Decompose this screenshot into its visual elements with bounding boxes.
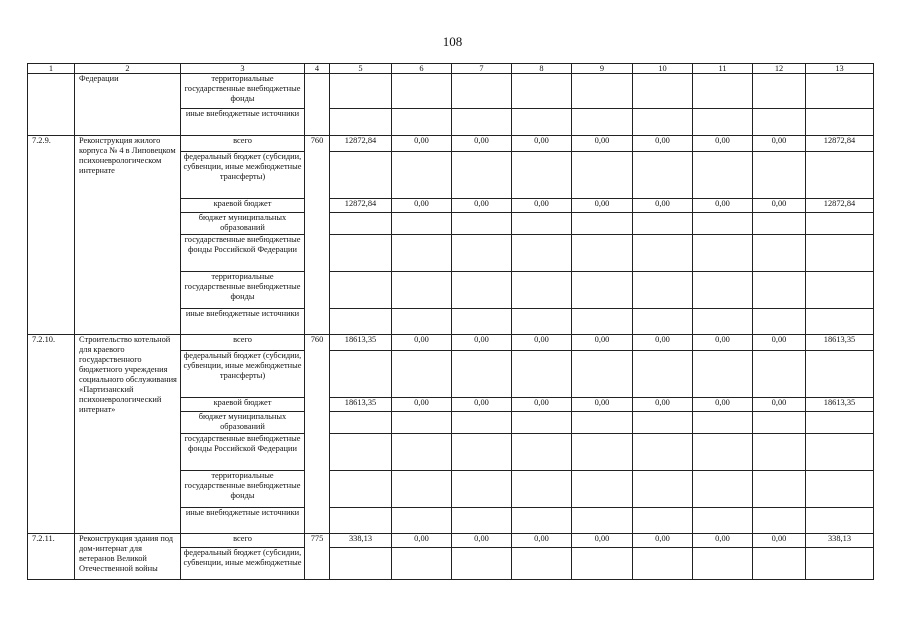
value-cell bbox=[452, 471, 512, 508]
value-cell bbox=[806, 434, 874, 471]
value-cell bbox=[806, 109, 874, 136]
value-cell bbox=[633, 109, 693, 136]
value-cell: 338,13 bbox=[806, 534, 874, 548]
value-cell: 0,00 bbox=[693, 534, 753, 548]
value-cell: 0,00 bbox=[392, 398, 452, 412]
value-cell bbox=[633, 213, 693, 235]
value-cell bbox=[633, 471, 693, 508]
value-cell bbox=[753, 508, 806, 534]
value-cell bbox=[512, 412, 572, 434]
value-cell bbox=[512, 152, 572, 199]
funding-source-cell: иные внебюджетные источники bbox=[181, 109, 305, 136]
value-cell bbox=[806, 235, 874, 272]
value-cell bbox=[452, 309, 512, 335]
value-cell bbox=[633, 548, 693, 580]
item-name-cell: Федерации bbox=[75, 74, 181, 136]
value-cell bbox=[572, 351, 633, 398]
value-cell: 0,00 bbox=[512, 335, 572, 351]
item-number-cell bbox=[28, 74, 75, 136]
value-cell bbox=[753, 548, 806, 580]
value-cell bbox=[806, 412, 874, 434]
value-cell: 0,00 bbox=[753, 398, 806, 412]
value-cell bbox=[452, 152, 512, 199]
value-cell bbox=[806, 74, 874, 109]
value-cell bbox=[330, 351, 392, 398]
funding-source-cell: государственные внебюджетные фонды Российской Федерации bbox=[181, 434, 305, 471]
value-cell bbox=[753, 412, 806, 434]
value-cell bbox=[572, 309, 633, 335]
value-cell bbox=[392, 272, 452, 309]
value-cell bbox=[753, 434, 806, 471]
value-cell bbox=[753, 272, 806, 309]
value-cell: 12872,84 bbox=[806, 136, 874, 152]
column-header: 11 bbox=[693, 64, 753, 74]
value-cell: 0,00 bbox=[512, 136, 572, 152]
value-cell: 0,00 bbox=[633, 136, 693, 152]
value-cell bbox=[572, 412, 633, 434]
value-cell bbox=[512, 74, 572, 109]
value-cell bbox=[392, 152, 452, 199]
value-cell bbox=[572, 471, 633, 508]
value-cell bbox=[693, 548, 753, 580]
value-cell: 12872,84 bbox=[330, 136, 392, 152]
value-cell bbox=[572, 74, 633, 109]
funding-source-cell: бюджет муниципальных образований bbox=[181, 412, 305, 434]
value-cell bbox=[330, 152, 392, 199]
value-cell: 12872,84 bbox=[330, 199, 392, 213]
value-cell bbox=[693, 152, 753, 199]
value-cell: 0,00 bbox=[452, 136, 512, 152]
value-cell: 0,00 bbox=[512, 534, 572, 548]
value-cell bbox=[512, 309, 572, 335]
item-name-cell: Реконструкция здания под дом-интернат для ветеранов Великой Отечественной войны bbox=[75, 534, 181, 580]
value-cell bbox=[806, 272, 874, 309]
value-cell bbox=[693, 412, 753, 434]
table-body bbox=[28, 64, 874, 580]
value-cell bbox=[392, 351, 452, 398]
value-cell bbox=[753, 213, 806, 235]
value-cell bbox=[753, 152, 806, 199]
value-cell bbox=[753, 235, 806, 272]
funding-source-cell: всего bbox=[181, 335, 305, 351]
funding-source-cell: бюджет муниципальных образований bbox=[181, 213, 305, 235]
value-cell bbox=[693, 471, 753, 508]
column-header: 7 bbox=[452, 64, 512, 74]
value-cell bbox=[512, 213, 572, 235]
value-cell bbox=[392, 309, 452, 335]
value-cell bbox=[512, 548, 572, 580]
value-cell bbox=[633, 235, 693, 272]
value-cell: 0,00 bbox=[572, 335, 633, 351]
value-cell bbox=[572, 548, 633, 580]
column-header: 9 bbox=[572, 64, 633, 74]
value-cell: 338,13 bbox=[330, 534, 392, 548]
value-cell: 0,00 bbox=[633, 534, 693, 548]
value-cell bbox=[512, 434, 572, 471]
value-cell bbox=[452, 235, 512, 272]
value-cell: 0,00 bbox=[512, 199, 572, 213]
funding-source-cell: территориальные государственные внебюджетные фонды bbox=[181, 471, 305, 508]
value-cell: 0,00 bbox=[452, 398, 512, 412]
value-cell bbox=[330, 74, 392, 109]
value-cell bbox=[330, 235, 392, 272]
value-cell bbox=[330, 471, 392, 508]
value-cell: 0,00 bbox=[572, 199, 633, 213]
value-cell bbox=[693, 235, 753, 272]
value-cell bbox=[392, 471, 452, 508]
value-cell bbox=[633, 152, 693, 199]
value-cell bbox=[452, 213, 512, 235]
value-cell bbox=[452, 351, 512, 398]
value-cell bbox=[806, 548, 874, 580]
value-cell: 0,00 bbox=[753, 534, 806, 548]
value-cell bbox=[392, 412, 452, 434]
value-cell bbox=[572, 109, 633, 136]
funding-source-cell: краевой бюджет bbox=[181, 199, 305, 213]
column-header: 5 bbox=[330, 64, 392, 74]
item-name-cell: Строительство котельной для краевого государственного бюджетного учреждения социального обслуживания «Партизанский психоневрологический интернат» bbox=[75, 335, 181, 534]
item-number-cell: 7.2.10. bbox=[28, 335, 75, 534]
page-number: 108 bbox=[442, 34, 463, 49]
value-cell bbox=[572, 272, 633, 309]
funding-source-cell: территориальные государственные внебюджетные фонды bbox=[181, 74, 305, 109]
value-cell bbox=[330, 548, 392, 580]
value-cell: 0,00 bbox=[693, 335, 753, 351]
funding-source-cell: иные внебюджетные источники bbox=[181, 309, 305, 335]
value-cell: 0,00 bbox=[693, 136, 753, 152]
code-cell: 760 bbox=[305, 136, 330, 335]
value-cell: 0,00 bbox=[753, 136, 806, 152]
column-header: 10 bbox=[633, 64, 693, 74]
value-cell: 18613,35 bbox=[806, 335, 874, 351]
value-cell: 0,00 bbox=[452, 335, 512, 351]
funding-source-cell: федеральный бюджет (субсидии, субвенции, иные межбюджетные трансферты) bbox=[181, 351, 305, 398]
code-cell: 760 bbox=[305, 335, 330, 534]
value-cell: 0,00 bbox=[392, 534, 452, 548]
value-cell bbox=[753, 471, 806, 508]
value-cell: 18613,35 bbox=[806, 398, 874, 412]
value-cell bbox=[753, 351, 806, 398]
funding-source-cell: всего bbox=[181, 136, 305, 152]
value-cell bbox=[330, 109, 392, 136]
value-cell bbox=[753, 74, 806, 109]
value-cell bbox=[693, 351, 753, 398]
value-cell bbox=[806, 309, 874, 335]
value-cell: 0,00 bbox=[572, 136, 633, 152]
table-row bbox=[28, 136, 874, 152]
value-cell bbox=[392, 434, 452, 471]
item-name-cell: Реконструкция жилого корпуса № 4 в Липовецком психоневрологическом интернате bbox=[75, 136, 181, 335]
table-row bbox=[28, 335, 874, 351]
value-cell bbox=[572, 213, 633, 235]
table-row bbox=[28, 74, 874, 109]
value-cell bbox=[693, 272, 753, 309]
funding-source-cell: федеральный бюджет (субсидии, субвенции, иные межбюджетные bbox=[181, 548, 305, 580]
value-cell bbox=[633, 434, 693, 471]
value-cell bbox=[512, 508, 572, 534]
header-row bbox=[28, 64, 874, 74]
column-header: 2 bbox=[75, 64, 181, 74]
item-number-cell: 7.2.11. bbox=[28, 534, 75, 580]
funding-source-cell: федеральный бюджет (субсидии, субвенции, иные межбюджетные трансферты) bbox=[181, 152, 305, 199]
funding-source-cell: иные внебюджетные источники bbox=[181, 508, 305, 534]
value-cell bbox=[452, 109, 512, 136]
value-cell bbox=[753, 109, 806, 136]
value-cell: 0,00 bbox=[452, 199, 512, 213]
code-cell: 775 bbox=[305, 534, 330, 580]
value-cell bbox=[392, 548, 452, 580]
value-cell: 18613,35 bbox=[330, 335, 392, 351]
budget-table bbox=[27, 63, 874, 580]
value-cell bbox=[452, 508, 512, 534]
value-cell bbox=[806, 351, 874, 398]
column-header: 8 bbox=[512, 64, 572, 74]
value-cell bbox=[572, 152, 633, 199]
value-cell bbox=[330, 272, 392, 309]
value-cell: 18613,35 bbox=[330, 398, 392, 412]
value-cell bbox=[572, 434, 633, 471]
value-cell: 0,00 bbox=[392, 199, 452, 213]
item-number-cell: 7.2.9. bbox=[28, 136, 75, 335]
value-cell bbox=[330, 508, 392, 534]
value-cell bbox=[392, 109, 452, 136]
value-cell bbox=[693, 508, 753, 534]
code-cell bbox=[305, 74, 330, 136]
value-cell: 0,00 bbox=[753, 199, 806, 213]
column-header: 1 bbox=[28, 64, 75, 74]
value-cell bbox=[452, 548, 512, 580]
value-cell bbox=[452, 272, 512, 309]
funding-source-cell: всего bbox=[181, 534, 305, 548]
value-cell: 0,00 bbox=[753, 335, 806, 351]
value-cell bbox=[452, 434, 512, 471]
value-cell bbox=[512, 109, 572, 136]
value-cell bbox=[572, 508, 633, 534]
value-cell bbox=[693, 434, 753, 471]
value-cell: 0,00 bbox=[633, 335, 693, 351]
value-cell: 0,00 bbox=[572, 534, 633, 548]
value-cell: 0,00 bbox=[693, 398, 753, 412]
value-cell bbox=[392, 235, 452, 272]
value-cell: 0,00 bbox=[392, 335, 452, 351]
value-cell: 0,00 bbox=[392, 136, 452, 152]
value-cell: 0,00 bbox=[572, 398, 633, 412]
table-row bbox=[28, 534, 874, 548]
value-cell bbox=[512, 351, 572, 398]
column-header: 13 bbox=[806, 64, 874, 74]
value-cell bbox=[633, 508, 693, 534]
column-header: 6 bbox=[392, 64, 452, 74]
value-cell bbox=[512, 235, 572, 272]
value-cell bbox=[452, 74, 512, 109]
value-cell bbox=[693, 309, 753, 335]
value-cell bbox=[633, 272, 693, 309]
value-cell bbox=[806, 152, 874, 199]
funding-source-cell: территориальные государственные внебюджетные фонды bbox=[181, 272, 305, 309]
funding-source-cell: краевой бюджет bbox=[181, 398, 305, 412]
value-cell bbox=[693, 74, 753, 109]
value-cell bbox=[330, 434, 392, 471]
value-cell bbox=[633, 351, 693, 398]
value-cell bbox=[330, 412, 392, 434]
funding-source-cell: государственные внебюджетные фонды Российской Федерации bbox=[181, 235, 305, 272]
value-cell bbox=[633, 412, 693, 434]
value-cell bbox=[753, 309, 806, 335]
value-cell bbox=[806, 213, 874, 235]
value-cell bbox=[392, 213, 452, 235]
value-cell bbox=[330, 309, 392, 335]
value-cell bbox=[572, 235, 633, 272]
value-cell bbox=[693, 213, 753, 235]
column-header: 4 bbox=[305, 64, 330, 74]
value-cell: 0,00 bbox=[633, 199, 693, 213]
value-cell bbox=[633, 74, 693, 109]
value-cell bbox=[452, 412, 512, 434]
value-cell bbox=[392, 508, 452, 534]
value-cell bbox=[806, 471, 874, 508]
value-cell bbox=[512, 471, 572, 508]
value-cell: 0,00 bbox=[512, 398, 572, 412]
value-cell bbox=[392, 74, 452, 109]
column-header: 3 bbox=[181, 64, 305, 74]
value-cell: 0,00 bbox=[633, 398, 693, 412]
value-cell bbox=[633, 309, 693, 335]
value-cell: 0,00 bbox=[693, 199, 753, 213]
value-cell bbox=[512, 272, 572, 309]
value-cell bbox=[693, 109, 753, 136]
column-header: 12 bbox=[753, 64, 806, 74]
value-cell: 0,00 bbox=[452, 534, 512, 548]
value-cell bbox=[330, 213, 392, 235]
value-cell: 12872,84 bbox=[806, 199, 874, 213]
value-cell bbox=[806, 508, 874, 534]
